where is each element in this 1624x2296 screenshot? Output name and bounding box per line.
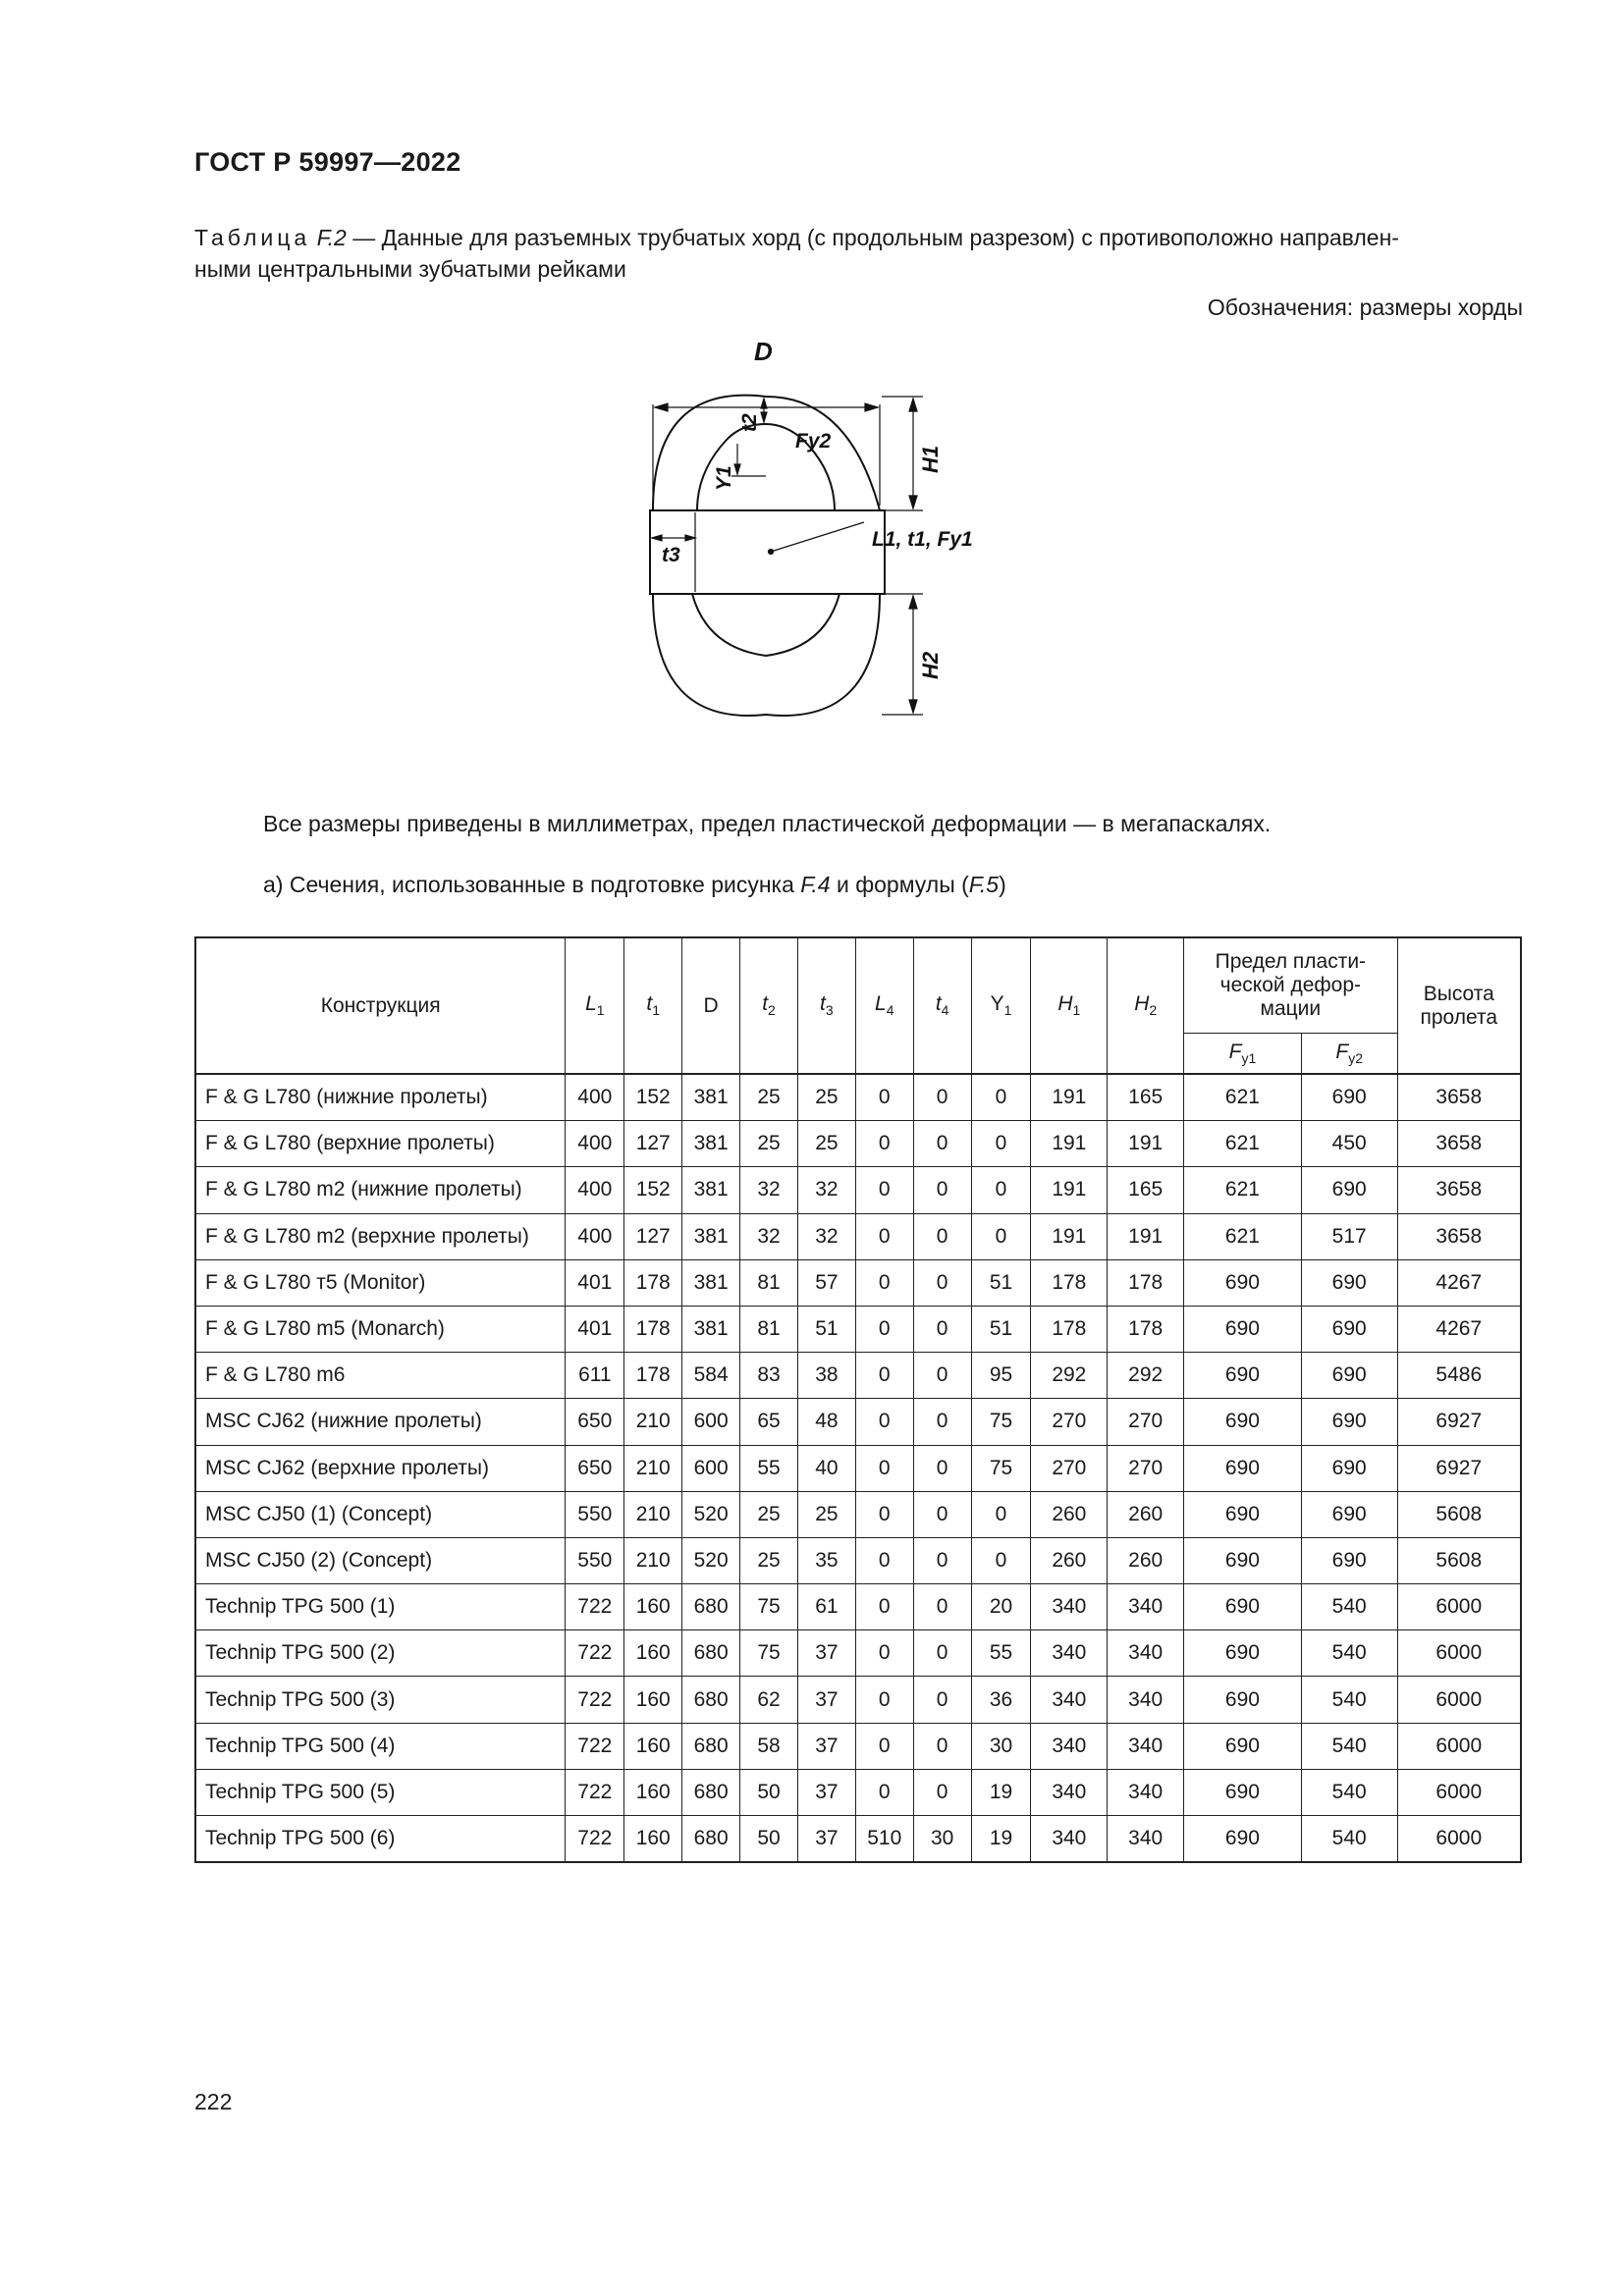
cell-construction: MSC CJ50 (2) (Concept) [195,1537,566,1583]
cell-construction: F & G L780 т5 (Monitor) [195,1259,566,1306]
table-row [195,1723,1521,1769]
cell-value: 0 [855,1167,913,1213]
cell-value: 160 [624,1769,682,1815]
cell-value: 690 [1184,1399,1302,1445]
cell-value: 292 [1031,1353,1108,1399]
cell-value: 191 [1031,1121,1108,1167]
header-t3: $t_3$ [797,937,855,1074]
table-row [195,1445,1521,1491]
page-number: 222 [194,2089,233,2114]
cell-value: 690 [1184,1769,1302,1815]
cell-value: 381 [682,1259,740,1306]
cell-value: 270 [1031,1445,1108,1491]
cell-value: 690 [1184,1537,1302,1583]
cell-value: 25 [797,1121,855,1167]
cell-value: 3658 [1397,1121,1521,1167]
cell-value: 0 [913,1677,971,1723]
cell-value: 680 [682,1816,740,1863]
caption-text-line1: — Данные для разъемных трубчатых хорд (с продольным разрезом) с противоположно направлен- [346,225,1399,250]
cell-value: 0 [855,1584,913,1630]
cell-value: 0 [913,1769,971,1815]
subsection-formula: F.5 [968,872,1000,897]
cell-value: 6927 [1397,1445,1521,1491]
cell-value: 48 [797,1399,855,1445]
header-t1: $t_1$ [624,937,682,1074]
cell-value: 540 [1301,1630,1397,1677]
label-t2: t2 [738,413,761,432]
cell-value: 37 [797,1769,855,1815]
cell-value: 0 [913,1491,971,1537]
cell-construction: F & G L780 (нижние пролеты) [195,1074,566,1121]
cell-value: 210 [624,1399,682,1445]
cell-value: 340 [1031,1723,1108,1769]
cell-value: 191 [1031,1167,1108,1213]
cell-value: 127 [624,1213,682,1259]
cell-construction: F & G L780 m5 (Monarch) [195,1306,566,1352]
cell-value: 722 [566,1677,624,1723]
cell-value: 191 [1031,1213,1108,1259]
cell-value: 517 [1301,1213,1397,1259]
cell-value: 0 [913,1074,971,1121]
cell-value: 75 [971,1399,1031,1445]
cell-construction: MSC CJ62 (нижние пролеты) [195,1399,566,1445]
cell-value: 81 [740,1259,798,1306]
table-row [195,1677,1521,1723]
cell-value: 25 [797,1491,855,1537]
cell-value: 260 [1108,1537,1184,1583]
caption-number: F.2 [316,225,347,250]
cell-value: 0 [855,1213,913,1259]
cell-value: 178 [1108,1306,1184,1352]
cell-value: 680 [682,1769,740,1815]
cell-construction: Technip TPG 500 (1) [195,1584,566,1630]
cell-value: 61 [797,1584,855,1630]
cell-value: 37 [797,1816,855,1863]
header-H2: $H_2$ [1108,937,1184,1074]
cell-value: 25 [740,1121,798,1167]
cell-value: 292 [1108,1353,1184,1399]
cell-value: 540 [1301,1723,1397,1769]
cell-value: 621 [1184,1121,1302,1167]
cell-value: 401 [566,1259,624,1306]
cell-value: 340 [1108,1677,1184,1723]
cell-value: 690 [1184,1259,1302,1306]
cell-value: 4267 [1397,1259,1521,1306]
cell-value: 400 [566,1121,624,1167]
chord-section-drawing [628,334,1080,785]
subsection-middle: и формулы ( [830,872,969,897]
subsection-title [263,872,1006,898]
cell-value: 722 [566,1769,624,1815]
cell-value: 178 [1031,1306,1108,1352]
cell-value: 160 [624,1630,682,1677]
cell-value: 210 [624,1491,682,1537]
cell-value: 50 [740,1769,798,1815]
cell-construction: F & G L780 m2 (верхние пролеты) [195,1213,566,1259]
cell-value: 5608 [1397,1491,1521,1537]
cell-value: 0 [971,1537,1031,1583]
cell-value: 0 [913,1213,971,1259]
table-header-row [195,937,1521,1034]
cell-value: 0 [855,1259,913,1306]
cell-value: 0 [971,1121,1031,1167]
cell-value: 165 [1108,1167,1184,1213]
cell-value: 600 [682,1399,740,1445]
cell-value: 0 [855,1445,913,1491]
cell-value: 75 [971,1445,1031,1491]
cell-value: 37 [797,1723,855,1769]
cell-value: 381 [682,1213,740,1259]
table-row [195,1353,1521,1399]
cell-value: 510 [855,1816,913,1863]
cell-value: 690 [1301,1306,1397,1352]
cell-value: 57 [797,1259,855,1306]
cell-value: 0 [971,1213,1031,1259]
cell-value: 690 [1301,1074,1397,1121]
header-D: D [682,937,740,1074]
table-row [195,1537,1521,1583]
cell-value: 401 [566,1306,624,1352]
cell-value: 178 [624,1259,682,1306]
header-construction: Конструкция [195,937,566,1074]
cell-value: 19 [971,1769,1031,1815]
cell-construction: Technip TPG 500 (4) [195,1723,566,1769]
cell-value: 584 [682,1353,740,1399]
cell-value: 550 [566,1537,624,1583]
cell-construction: F & G L780 (верхние пролеты) [195,1121,566,1167]
cell-value: 270 [1108,1445,1184,1491]
cell-value: 690 [1184,1723,1302,1769]
cell-value: 25 [740,1537,798,1583]
cell-value: 3658 [1397,1167,1521,1213]
header-span-height: Высота пролета [1397,937,1521,1074]
cell-value: 381 [682,1167,740,1213]
cell-value: 51 [971,1259,1031,1306]
cell-value: 722 [566,1816,624,1863]
cell-value: 450 [1301,1121,1397,1167]
cell-value: 95 [971,1353,1031,1399]
cell-value: 690 [1184,1584,1302,1630]
table-row [195,1584,1521,1630]
cell-value: 165 [1108,1074,1184,1121]
cell-value: 160 [624,1584,682,1630]
cell-value: 0 [913,1537,971,1583]
cell-value: 0 [913,1259,971,1306]
cell-value: 690 [1301,1259,1397,1306]
cell-value: 650 [566,1399,624,1445]
cell-value: 520 [682,1491,740,1537]
cell-value: 83 [740,1353,798,1399]
cell-value: 722 [566,1630,624,1677]
cell-value: 75 [740,1584,798,1630]
cell-value: 37 [797,1677,855,1723]
cell-value: 3658 [1397,1213,1521,1259]
cell-value: 400 [566,1074,624,1121]
cell-value: 520 [682,1537,740,1583]
cell-value: 65 [740,1399,798,1445]
header-Y1: $Y_1$ [971,937,1031,1074]
cell-value: 0 [913,1584,971,1630]
cell-value: 722 [566,1584,624,1630]
cell-value: 260 [1108,1491,1184,1537]
cell-value: 0 [855,1074,913,1121]
cell-value: 0 [913,1399,971,1445]
cell-value: 381 [682,1074,740,1121]
cell-value: 0 [855,1491,913,1537]
cell-value: 340 [1108,1723,1184,1769]
cell-value: 0 [971,1167,1031,1213]
cell-value: 6000 [1397,1816,1521,1863]
cell-value: 160 [624,1816,682,1863]
table-row [195,1213,1521,1259]
subsection-suffix: ) [999,872,1006,897]
cell-value: 690 [1184,1445,1302,1491]
cell-value: 690 [1184,1353,1302,1399]
cell-value: 210 [624,1445,682,1491]
cell-value: 0 [855,1353,913,1399]
header-yield-strength: Предел пласти- ческой дефор- мации [1184,937,1397,1034]
table-row [195,1769,1521,1815]
cell-value: 32 [740,1213,798,1259]
cell-value: 690 [1184,1306,1302,1352]
cell-value: 621 [1184,1074,1302,1121]
cell-value: 19 [971,1816,1031,1863]
cell-value: 680 [682,1630,740,1677]
cell-value: 340 [1108,1769,1184,1815]
cell-value: 37 [797,1630,855,1677]
cell-value: 152 [624,1074,682,1121]
cell-value: 340 [1031,1630,1108,1677]
cell-value: 6927 [1397,1399,1521,1445]
cell-value: 650 [566,1445,624,1491]
table-row [195,1630,1521,1677]
cell-value: 621 [1184,1167,1302,1213]
cell-construction: Technip TPG 500 (3) [195,1677,566,1723]
cell-value: 32 [740,1167,798,1213]
cell-value: 0 [855,1677,913,1723]
inner-lower-contour [692,594,839,656]
table-row [195,1491,1521,1537]
table-row [195,1816,1521,1863]
cell-value: 58 [740,1723,798,1769]
cell-value: 25 [740,1074,798,1121]
rack-rectangle [650,510,885,594]
cell-value: 3658 [1397,1074,1521,1121]
cell-value: 55 [740,1445,798,1491]
cell-value: 381 [682,1121,740,1167]
cell-value: 690 [1184,1491,1302,1537]
designation-note: Обозначения: размеры хорды [1207,294,1523,320]
cell-construction: Technip TPG 500 (2) [195,1630,566,1677]
table-row [195,1259,1521,1306]
cell-value: 5608 [1397,1537,1521,1583]
label-L1-t1-Fy1: L1, t1, Fy1 [872,528,973,551]
cell-value: 30 [913,1816,971,1863]
cell-value: 0 [971,1491,1031,1537]
cell-value: 0 [913,1167,971,1213]
cell-value: 25 [797,1074,855,1121]
cell-value: 191 [1031,1074,1108,1121]
cell-value: 50 [740,1816,798,1863]
cell-value: 0 [913,1630,971,1677]
cell-value: 680 [682,1677,740,1723]
table-body [195,1074,1521,1862]
cell-value: 127 [624,1121,682,1167]
label-D: D [754,337,773,366]
header-L1: $L_1$ [566,937,624,1074]
cell-value: 62 [740,1677,798,1723]
cell-value: 270 [1031,1399,1108,1445]
cell-value: 340 [1031,1816,1108,1863]
cell-value: 0 [913,1306,971,1352]
cell-value: 191 [1108,1213,1184,1259]
cell-value: 260 [1031,1537,1108,1583]
cell-value: 0 [855,1306,913,1352]
header-Fy2: $F_{y2}$ [1301,1034,1397,1075]
cell-value: 600 [682,1445,740,1491]
table-row [195,1399,1521,1445]
label-t3: t3 [662,544,680,566]
chord-data-table [194,936,1522,1863]
cell-value: 178 [1031,1259,1108,1306]
table-row [195,1074,1521,1121]
subsection-prefix: а) Сечения, использованные в подготовке рисунка [263,872,801,897]
cell-value: 611 [566,1353,624,1399]
cell-value: 680 [682,1723,740,1769]
cell-value: 0 [855,1537,913,1583]
label-Fy2: Fy2 [795,430,832,453]
cell-value: 0 [971,1074,1031,1121]
cell-value: 722 [566,1723,624,1769]
cell-value: 0 [855,1723,913,1769]
caption-text-line2: ными центральными зубчатыми рейками [194,256,626,282]
cell-value: 690 [1301,1445,1397,1491]
cell-value: 25 [740,1491,798,1537]
cell-value: 32 [797,1167,855,1213]
cell-value: 540 [1301,1769,1397,1815]
cell-construction: F & G L780 m6 [195,1353,566,1399]
cell-value: 6000 [1397,1630,1521,1677]
cell-value: 340 [1108,1584,1184,1630]
table-row [195,1306,1521,1352]
cell-value: 30 [971,1723,1031,1769]
cell-construction: F & G L780 m2 (нижние пролеты) [195,1167,566,1213]
units-note: Все размеры приведены в миллиметрах, предел пластической деформации — в мегапаскалях. [263,811,1272,836]
cell-value: 690 [1301,1167,1397,1213]
cell-value: 75 [740,1630,798,1677]
cell-value: 0 [913,1353,971,1399]
cell-value: 340 [1108,1816,1184,1863]
cell-value: 40 [797,1445,855,1491]
cell-value: 260 [1031,1491,1108,1537]
cell-value: 36 [971,1677,1031,1723]
subsection-figure: F.4 [800,872,831,897]
cell-value: 381 [682,1306,740,1352]
cell-value: 191 [1108,1121,1184,1167]
cell-value: 55 [971,1630,1031,1677]
cell-value: 0 [855,1399,913,1445]
cell-value: 340 [1031,1584,1108,1630]
cell-value: 152 [624,1167,682,1213]
cell-value: 540 [1301,1584,1397,1630]
cell-value: 32 [797,1213,855,1259]
cell-value: 0 [913,1445,971,1491]
cell-value: 0 [913,1723,971,1769]
cell-value: 51 [971,1306,1031,1352]
cell-value: 20 [971,1584,1031,1630]
cell-value: 690 [1301,1399,1397,1445]
cell-value: 690 [1301,1353,1397,1399]
cell-value: 400 [566,1167,624,1213]
cell-value: 340 [1031,1677,1108,1723]
cell-value: 690 [1301,1537,1397,1583]
header-t4: $t_4$ [913,937,971,1074]
table-caption [194,222,1522,285]
header-Fy1: $F_{y1}$ [1184,1034,1302,1075]
cell-value: 680 [682,1584,740,1630]
cell-value: 540 [1301,1677,1397,1723]
cell-construction: MSC CJ62 (верхние пролеты) [195,1445,566,1491]
cell-value: 81 [740,1306,798,1352]
cell-value: 38 [797,1353,855,1399]
cell-value: 160 [624,1723,682,1769]
header-t2: $t_2$ [740,937,798,1074]
cell-value: 550 [566,1491,624,1537]
cell-value: 210 [624,1537,682,1583]
cell-value: 0 [855,1769,913,1815]
cell-value: 178 [1108,1259,1184,1306]
cell-value: 6000 [1397,1677,1521,1723]
label-H1: H1 [918,445,943,473]
cell-value: 6000 [1397,1584,1521,1630]
cell-value: 0 [913,1121,971,1167]
cell-value: 178 [624,1353,682,1399]
cell-value: 340 [1108,1630,1184,1677]
header-L4: $L_4$ [855,937,913,1074]
caption-label: Таблица [194,225,311,250]
cell-value: 400 [566,1213,624,1259]
cell-value: 0 [855,1630,913,1677]
cell-value: 5486 [1397,1353,1521,1399]
cell-construction: MSC CJ50 (1) (Concept) [195,1491,566,1537]
cell-value: 0 [855,1121,913,1167]
cell-value: 51 [797,1306,855,1352]
cell-value: 621 [1184,1213,1302,1259]
cell-value: 690 [1184,1630,1302,1677]
table-row [195,1167,1521,1213]
cell-value: 6000 [1397,1769,1521,1815]
label-H2: H2 [918,651,943,679]
table-row [195,1121,1521,1167]
cell-value: 178 [624,1306,682,1352]
header-H1: $H_1$ [1031,937,1108,1074]
cell-value: 35 [797,1537,855,1583]
cell-construction: Technip TPG 500 (6) [195,1816,566,1863]
cell-value: 340 [1031,1769,1108,1815]
cell-value: 690 [1301,1491,1397,1537]
cell-value: 160 [624,1677,682,1723]
cell-value: 540 [1301,1816,1397,1863]
cell-value: 6000 [1397,1723,1521,1769]
label-Y1: Y1 [713,465,735,491]
cell-value: 690 [1184,1816,1302,1863]
document-header: ГОСТ Р 59997—2022 [194,147,461,177]
cell-construction: Technip TPG 500 (5) [195,1769,566,1815]
cell-value: 4267 [1397,1306,1521,1352]
cell-value: 270 [1108,1399,1184,1445]
cell-value: 690 [1184,1677,1302,1723]
